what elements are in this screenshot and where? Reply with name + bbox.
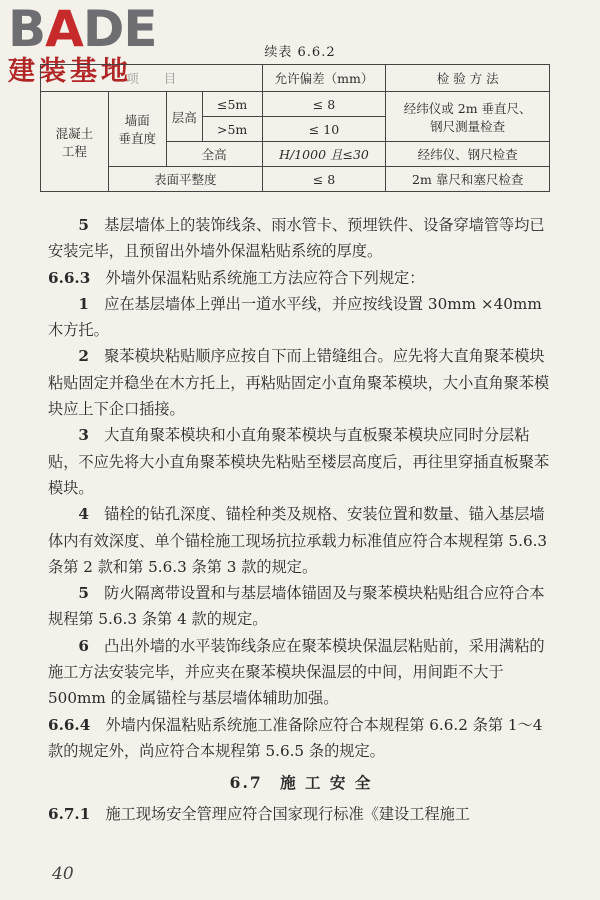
paragraph [48, 712, 554, 765]
paragraph [48, 343, 554, 422]
clause-number: 6.7.1 [48, 804, 91, 823]
paragraph-text: 大直角聚苯模块和小直角聚苯模块与直板聚苯模块应同时分层粘贴，不应先将大小直角聚苯模块先粘贴至楼层高度后，再往里穿插直板聚苯模块。 [48, 426, 550, 497]
paragraph-number: 2 [78, 347, 89, 366]
table-row [41, 167, 550, 192]
deviation-cell: ≤ 8 [262, 167, 386, 192]
body-text [48, 212, 554, 827]
paragraph-number: 5 [78, 216, 89, 234]
deviation-cell: ≤ 10 [262, 117, 386, 142]
paragraph-number: 3 [78, 426, 89, 445]
condition-cell: 全高 [166, 142, 262, 167]
logo-brand-suffix: DE [82, 0, 157, 58]
paragraph [48, 801, 554, 827]
logo-brand-accent: A [45, 0, 83, 58]
paragraph-text: 锚栓的钻孔深度、锚栓种类及规格、安装位置和数量、锚入基层墙体内有效深度、单个锚栓施工现场抗拉承载力标准值应符合本规程第 5.6.3 条第 2 款和第 5.6.3 条第 3 款的规定。 [48, 505, 548, 576]
paragraph [48, 212, 554, 265]
paragraph [48, 422, 554, 501]
table-caption: 续表 6.6.2 [264, 45, 336, 60]
condition-cell: >5m [202, 117, 262, 142]
method-cell: 2m 靠尺和塞尺检查 [386, 167, 550, 192]
deviation-cell: ≤ 8 [262, 92, 386, 117]
method-cell: 经纬仪、钢尺检查 [386, 142, 550, 167]
paragraph [48, 265, 554, 291]
header-item: 项 目 [41, 65, 263, 92]
category-cell: 混凝土 工程 [41, 92, 109, 192]
paragraph-text: 应在基层墙体上弹出一道水平线，并应按线设置 30mm ×40mm 木方托。 [48, 294, 542, 340]
paragraph-number: 1 [78, 294, 89, 313]
subcategory-cell: 墙面 垂直度 [108, 92, 166, 167]
paragraph-text: 聚苯模块粘贴顺序应按自下而上错缝组合。应先将大直角聚苯模块粘贴固定并稳坐在木方托上，再粘贴固定小直角聚苯模块，大小直角聚苯模块应上下企口插接。 [48, 347, 550, 419]
condition-cell: ≤5m [202, 92, 262, 117]
paragraph-text: 外墙内保温粘贴系统施工准备除应符合本规程第 6.6.2 条第 1～4 款的规定外，尚应符合本规程第 5.6.5 条的规定。 [48, 715, 543, 760]
paragraph-text: 施工现场安全管理应符合国家现行标准《建设工程施工 [90, 804, 470, 823]
spec-table [40, 64, 550, 192]
floor-height-cell: 层高 [166, 92, 202, 142]
clause-number: 6.6.4 [48, 715, 91, 734]
header-method: 检 验 方 法 [386, 65, 550, 92]
table-header-row [41, 65, 550, 92]
clause-number: 6.6.3 [48, 268, 91, 287]
paragraph-text: 外墙外保温粘贴系统施工方法应符合下列规定： [90, 268, 425, 287]
paragraph-number: 4 [78, 505, 89, 524]
paragraph-text: 凸出外墙的水平装饰线条应在聚苯模块保温层粘贴前，采用满粘的施工方法安装完毕，并应夹在聚苯模块保温层的中间，用间距不大于 500mm 的金属锚栓与基层墙体辅助加强。 [48, 636, 545, 708]
paragraph [48, 633, 554, 712]
paragraph [48, 291, 554, 344]
method-cell: 经纬仪或 2m 垂直尺、 钢尺测量检查 [386, 92, 550, 142]
paragraph-number: 5 [78, 584, 89, 603]
header-deviation: 允许偏差（mm） [262, 65, 386, 92]
paragraph [48, 501, 554, 580]
condition-cell: 表面平整度 [108, 167, 262, 192]
logo-chinese: 建装基地 [8, 56, 132, 87]
table-row [41, 92, 550, 117]
logo-brand-prefix: B [8, 0, 46, 58]
paragraph-text: 防火隔离带设置和与基层墙体锚固及与聚苯模块粘贴组合应符合本规程第 5.6.3 条第 4 款的规定。 [48, 584, 545, 629]
deviation-cell: H/1000 且≤30 [262, 142, 386, 167]
page-number: 40 [52, 864, 74, 884]
paragraph-number: 6 [78, 636, 89, 655]
paragraph [48, 580, 554, 633]
section-title: 6.7 施 工 安 全 [229, 773, 373, 793]
paragraph-text: 基层墙体上的装饰线条、雨水管卡、预埋铁件、设备穿墙管等均已安装完毕，且预留出外墙外保温粘贴系统的厚度。 [48, 216, 545, 261]
